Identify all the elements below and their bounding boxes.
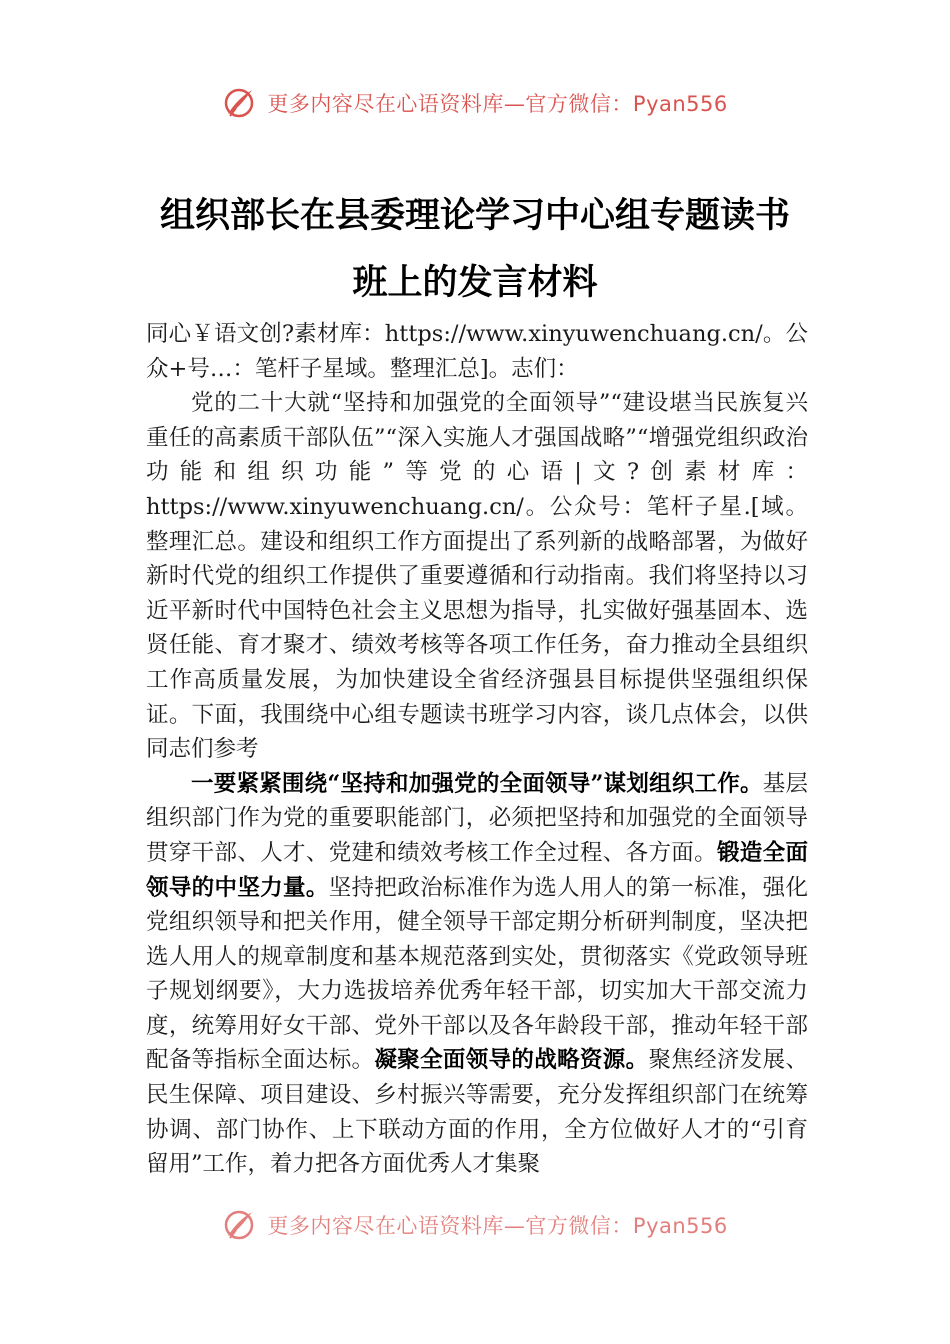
watermark-footer-text: 更多内容尽在心语资料库—官方微信：Pyan556: [267, 1214, 728, 1238]
intro-text: 同心￥语文创?素材库：https://www.xinyuwenchuang.cn/。公众+号…：笔杆子星域。整理汇总]。志们：: [146, 321, 808, 382]
quill-logo-icon: [222, 86, 256, 120]
paragraph-2-text-1: 基层组织部门作为党的重要职能部门，必须把坚持和加强党的全面领导贯穿干部、人才、党建和绩效考核工作全过程、各方面。: [146, 770, 808, 866]
watermark-header: [0, 86, 950, 120]
paragraph-2-subheading-2: 凝聚全面领导的战略资源。: [374, 1047, 649, 1074]
paragraph-2-text-2: 坚持把政治标准作为选人用人的第一标准，强化党组织领导和把关作用，健全领导干部定期分析研判制度，坚决把选人用人的规章制度和基本规范落到实处，贯彻落实《党政领导班子规划纲要》，大力选拔培养优秀年轻干部，切实加大干部交流力度，统筹用好女干部、党外干部以及各年龄段干部，推动年轻干部配备等指标全面达标。: [146, 874, 808, 1074]
document-title-line-2: 班上的发言材料: [352, 262, 598, 303]
document-title-line-1: 组织部长在县委理论学习中心组专题读书: [159, 195, 790, 236]
paragraph-2-subheading-1: 锻造全面领导的中坚力量。: [146, 839, 808, 901]
paragraph-1-text: 党的二十大就“坚持和加强党的全面领导”“建设堪当民族复兴重任的高素质干部队伍”“深入实施人才强国战略”“增强党组织政治功能和组织功能”等党的心语|文?创素材库：https://www.xinyuwenchuang.cn/。公众号：笔杆子星.[域。整理汇总。建设和组织工作方面提出了系列新的战略部署，为做好新时代党的组织工作提供了重要遵循和行动指南。我们将坚持以习近平新时代中国特色社会主义思想为指导，扎实做好强基固本、选贤任能、育才聚才、绩效考核等各项工作任务，奋力推动全县组织工作高质量发展，为加快建设全省经济强县目标提供坚强组织保证。下面，我围绕中心组专题读书班学习内容，谈几点体会，以供同志们参考: [146, 390, 808, 763]
intro-paragraph: [146, 317, 808, 386]
quill-logo-icon: [222, 1208, 256, 1242]
watermark-header-text: 更多内容尽在心语资料库—官方微信：Pyan556: [267, 92, 728, 116]
document-body: [146, 317, 808, 1217]
paragraph-2-heading: 一要紧紧围绕“坚持和加强党的全面领导”谋划组织工作。: [191, 770, 763, 797]
watermark-footer: [0, 1208, 950, 1242]
paragraph-1: [146, 386, 808, 767]
paragraph-2-text-3: 聚焦经济发展、民生保障、项目建设、乡村振兴等需要，充分发挥组织部门在统筹协调、部门协作、上下联动方面的作用，全方位做好人才的“引育留用”工作，着力把各方面优秀人才集聚: [146, 1047, 808, 1178]
paragraph-2: [146, 767, 808, 1182]
